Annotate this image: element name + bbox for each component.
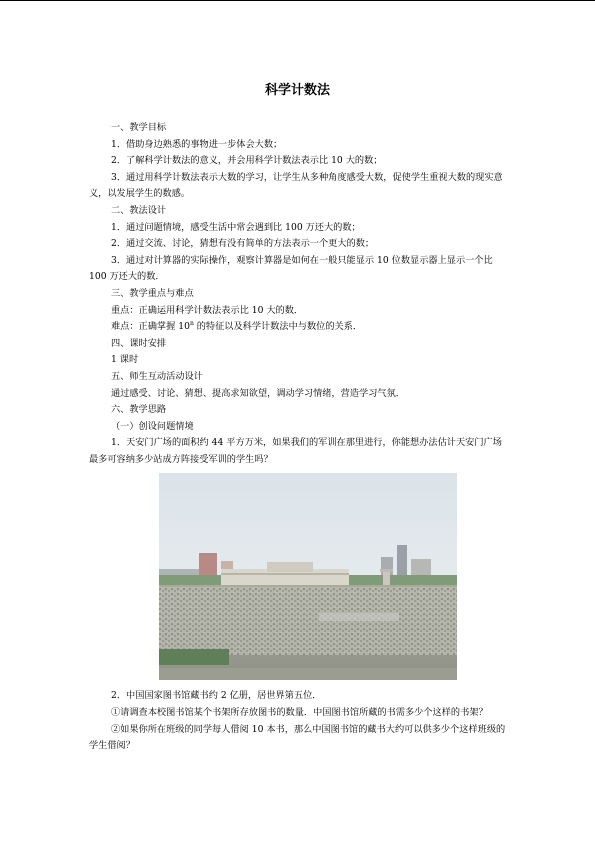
objective-item-3: 3．通过用科学计数法表示大数的学习，让学生从多种角度感受大数，促使学生重视大数的现实意义，以发展学生的数感。 [89, 171, 503, 200]
difficulty [89, 319, 507, 336]
question-2b: ②如果你所在班级的同学每人借阅 10 本书，那么中国图书馆的藏书大约可以供多少个这样班级的学生借阅？ [89, 723, 506, 752]
top-rule [0, 0, 595, 1]
difficulty-text-b: 的特征以及科学计数法中与数位的关系． [193, 321, 363, 333]
interaction-text: 通过感受、讨论、猜想、提高求知欲望，调动学习情绪，营造学习气氛． [111, 387, 405, 399]
page-title: 科学计数法 [264, 83, 330, 98]
section-heading-interaction: 五、师生互动活动设计 [111, 370, 203, 382]
section-heading-teaching-ideas: 六、教学思路 [111, 404, 167, 416]
question-1: 1．天安门广场的面积约 44 平方万米，如果我们的军训在那里进行，你能想办法估计天安门广场最多可容纳多少站成方阵接受军训的学生吗？ [89, 437, 502, 465]
tiananmen-square-image [159, 473, 457, 680]
subsection-heading-scenario: （一）创设问题情境 [111, 420, 194, 432]
exponent-n: n [189, 320, 194, 328]
method-item-2: 2．通过交流、讨论，猜想有没有简单的方法表示一个更大的数； [111, 238, 375, 250]
method-item-3: 3．通过对计算器的实际操作，观察计算器是如何在一般只能显示 10 位数显示器上显示一个比 100 万还大的数． [89, 254, 493, 283]
document-body [89, 120, 507, 755]
question-2: 2．中国国家图书馆藏书约 2 亿册，居世界第五位． [111, 690, 322, 702]
question-2a: ①请调查本校图书馆某个书架所存放图书的数量．中国图书馆所藏的书需多少个这样的书架？ [111, 707, 488, 719]
key-point: 重点：正确运用科学计数法表示比 10 大的数． [111, 304, 304, 316]
schedule-text: 1 课时 [111, 354, 139, 366]
objective-item-1: 1．借助身边熟悉的事物进一步体会大数； [111, 138, 283, 150]
objective-item-2: 2．了解科学计数法的意义，并会用科学计数法表示比 10 大的数； [111, 155, 383, 167]
difficulty-text-a: 难点：正确掌握 10 [111, 321, 190, 333]
section-heading-objectives: 一、教学目标 [111, 122, 167, 133]
section-heading-key-points: 三、教学重点与难点 [111, 287, 194, 299]
section-heading-schedule: 四、课时安排 [111, 337, 167, 349]
method-item-1: 1．通过问题情境，感受生活中常会遇到比 100 万还大的数； [111, 221, 361, 233]
tiananmen-square-photo [159, 473, 457, 680]
section-heading-methods: 二、教法设计 [111, 204, 167, 216]
